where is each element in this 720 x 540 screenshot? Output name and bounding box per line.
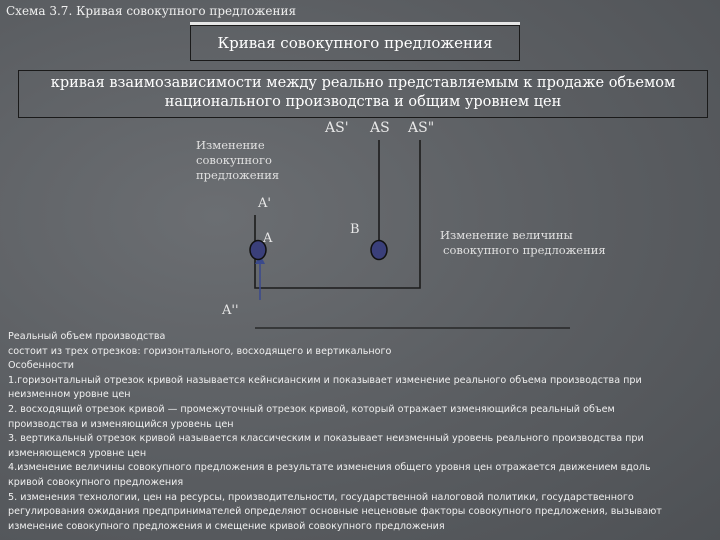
body-line: состоит из трех отрезков: горизонтального, восходящего и вертикального bbox=[8, 345, 392, 357]
body-line: производства и изменяющийся уровень цен bbox=[8, 418, 234, 430]
point-label-a-double: A'' bbox=[222, 303, 239, 318]
definition-line-2: национального производства и общим уровнем цен bbox=[164, 94, 562, 110]
body-line: кривой совокупного предложения bbox=[8, 476, 184, 488]
body-line: регулирования ожидания предпринимателей определяют основные неценовые факторы совокупного предложения, вызывают bbox=[8, 506, 662, 518]
body-line: 1.горизонтальный отрезок кривой называется кейнсианским и показывает изменение реального объема производства при bbox=[8, 374, 642, 386]
body-line: изменяющемся уровне цен bbox=[8, 447, 147, 459]
curve-label-as: AS bbox=[370, 120, 390, 136]
curve-bracket-left bbox=[255, 140, 420, 288]
change-value-label: Изменение величины совокупного предложения bbox=[440, 228, 606, 257]
point-label-a-prime: A' bbox=[258, 196, 271, 211]
slide-caption: Схема 3.7. Кривая совокупного предложения bbox=[6, 4, 297, 18]
body-line: 3. вертикальный отрезок кривой называется классическим и показывает неизменный уровень реального производства при bbox=[8, 433, 644, 445]
body-text bbox=[8, 330, 714, 534]
body-line: изменение совокупного предложения и смещение кривой совокупного предложения bbox=[8, 520, 445, 532]
curve-label-as1: AS' bbox=[325, 120, 349, 136]
body-line: 4.изменение величины совокупного предложения в результате изменения общего уровня цен отражается движением вдоль bbox=[8, 462, 651, 474]
body-line: 5. изменения технологии, цен на ресурсы, производительности, государственной налоговой политики, государственного bbox=[8, 491, 634, 503]
body-line: Реальный объем производства bbox=[8, 331, 166, 342]
point-label-a: A bbox=[263, 231, 273, 246]
point-label-b: B bbox=[350, 222, 360, 237]
change-supply-label: Изменение совокупного предложения bbox=[196, 138, 280, 182]
body-line: Особенности bbox=[8, 360, 75, 372]
curve-label-as2: AS" bbox=[408, 120, 435, 136]
point-b bbox=[371, 241, 387, 260]
definition-line-1: кривая взаимозависимости между реально представляемым к продаже объемом bbox=[50, 75, 676, 91]
body-line: неизменном уровне цен bbox=[8, 389, 131, 401]
body-line: 2. восходящий отрезок кривой — промежуточный отрезок кривой, который отражает изменяющийся реальный объем bbox=[8, 403, 615, 415]
title-text: Кривая совокупного предложения bbox=[217, 34, 493, 52]
